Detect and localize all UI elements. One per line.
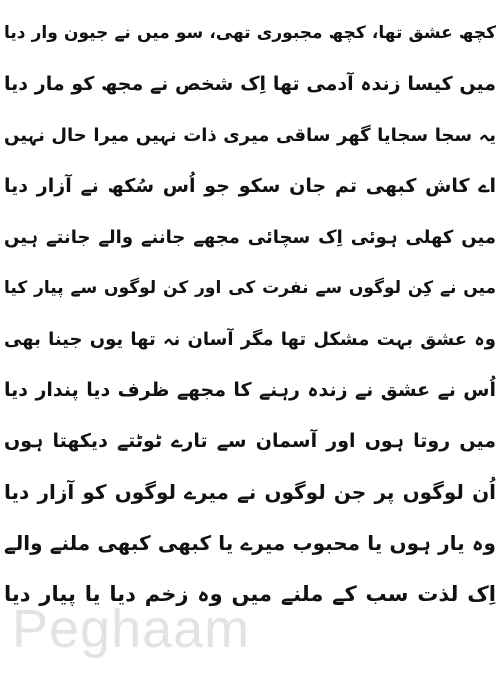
poem-line-7: وہ عشق بہت مشکل تھا مگر آسان نہ تھا یوں جینا بھی <box>4 329 496 350</box>
watermark-logo: Peghaam <box>12 599 251 659</box>
poem-text <box>4 8 496 620</box>
poem-line-8: اُس نے عشق نے زندہ رہنے کا مجھے ظرف دیا پندار دیا <box>4 379 496 401</box>
poem-line-6: میں نے کِن لوگوں سے نفرت کی اور کن لوگوں سے پیار کیا <box>4 278 496 298</box>
poem-line-3: یہ سجا سجایا گھر ساقی میری ذات نہیں میرا حال نہیں <box>4 125 496 146</box>
poem-line-10: اُن لوگوں پر جن لوگوں نے میرے لوگوں کو آزار دیا <box>4 480 496 504</box>
poem-line-11: وہ یار ہوں یا محبوب میرے یا کبھی کبھی ملنے والے <box>4 531 496 555</box>
poem-line-4: اے کاش کبھی تم جان سکو جو اُس سُکھ نے آزار دیا <box>4 175 496 197</box>
poem-line-12: اِک لذت سب کے ملنے میں وہ زخم دیا یا پیار دیا <box>4 582 496 606</box>
poem-line-9: میں روتا ہوں اور آسمان سے تارے ٹوٹتے دیکھتا ہوں <box>4 430 496 452</box>
poem-line-2: میں کیسا زندہ آدمی تھا اِک شخص نے مجھ کو مار دیا <box>4 73 496 95</box>
poem-line-5: میں کھلی ہوئی اِک سچائی مجھے جاننے والے جانتے ہیں <box>4 227 496 248</box>
poem-line-1: کچھ عشق تھا، کچھ مجبوری تھی، سو میں نے جیون وار دیا <box>4 23 496 43</box>
